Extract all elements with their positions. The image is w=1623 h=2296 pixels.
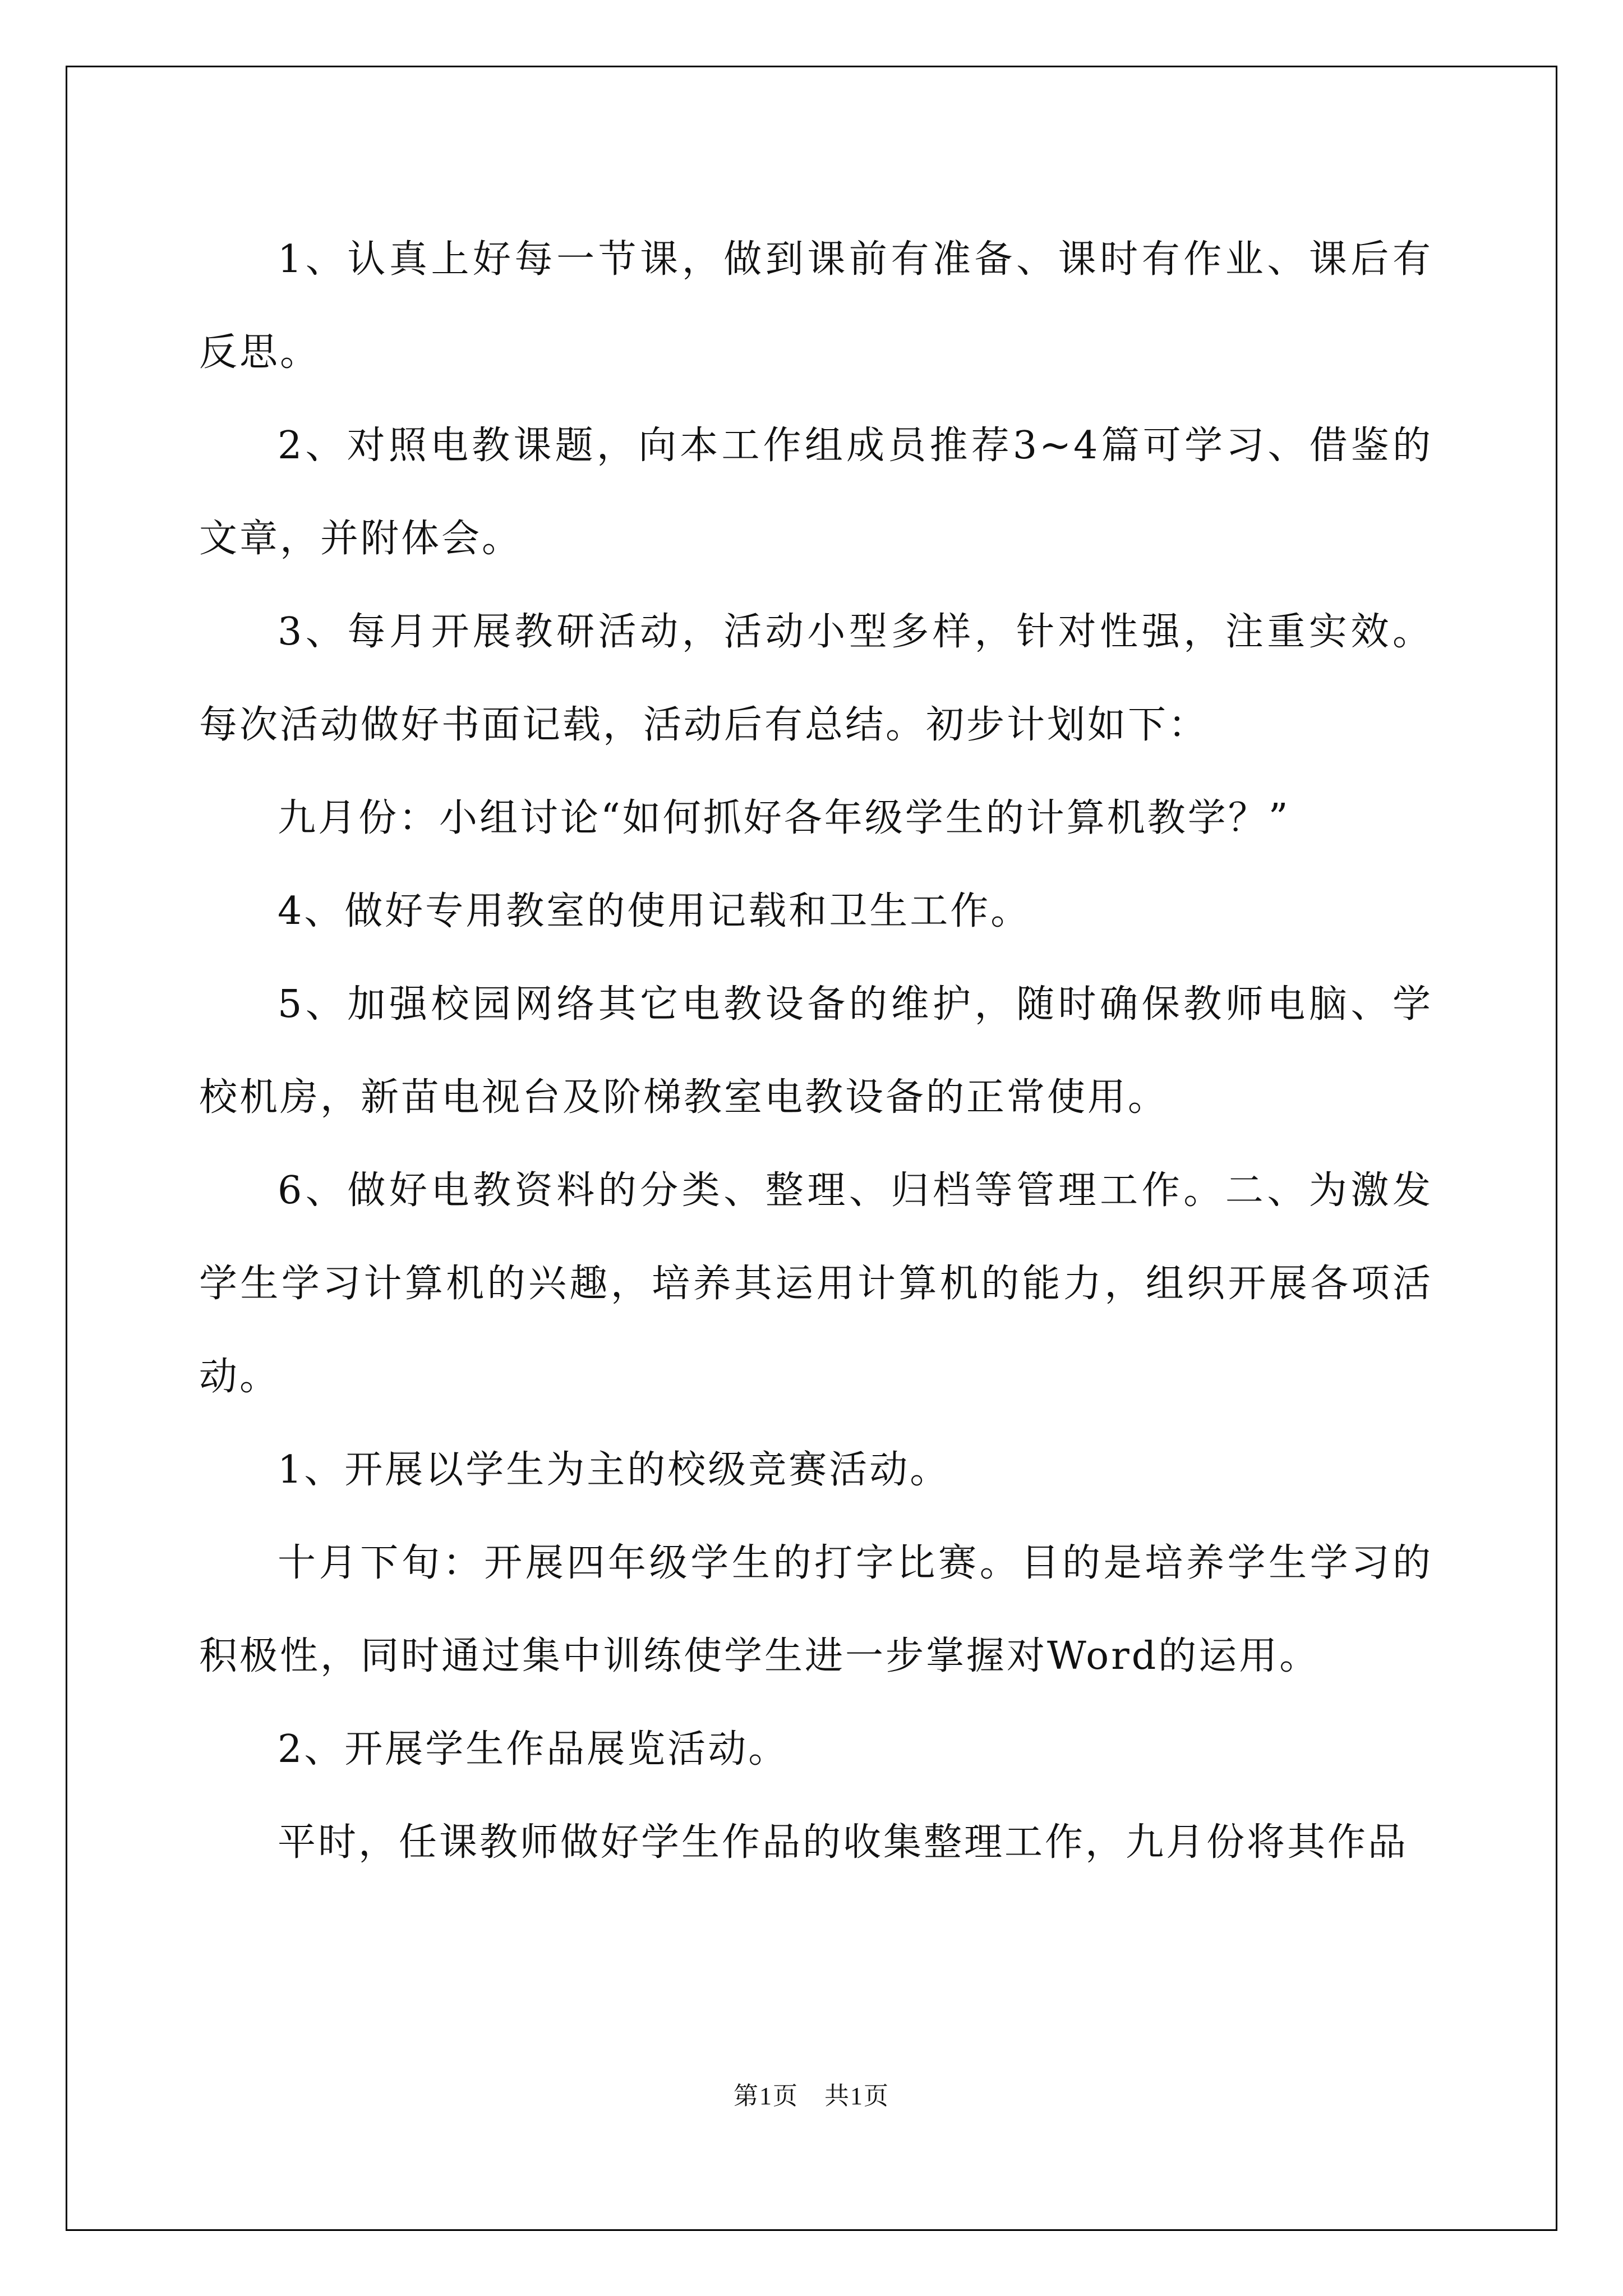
paragraph-3: 3、每月开展教研活动，活动小型多样，针对性强，注重实效。每次活动做好书面记载，活动后有总结。初步计划如下： <box>199 610 1433 747</box>
paragraph-9: 十月下旬：开展四年级学生的打字比赛。目的是培养学生学习的积极性，同时通过集中训练使学生进一步掌握对Word的运用。 <box>199 1541 1433 1678</box>
paragraph-5: 4、做好专用教室的使用记载和卫生工作。 <box>278 889 1031 933</box>
paragraph-1: 1、认真上好每一节课，做到课前有准备、课时有作业、课后有反思。 <box>199 237 1433 375</box>
page-footer: 第1页 共1页 <box>734 2082 889 2110</box>
paragraph-7: 6、做好电教资料的分类、整理、归档等管理工作。二、为激发学生学习计算机的兴趣，培养其运用计算机的能力，组织开展各项活动。 <box>199 1168 1433 1399</box>
document-body <box>199 213 1433 1889</box>
paragraph-2: 2、对照电教课题，向本工作组成员推荐3~4篇可学习、借鉴的文章，并附体会。 <box>199 424 1433 561</box>
paragraph-8: 1、开展以学生为主的校级竞赛活动。 <box>278 1448 951 1492</box>
paragraph-10: 2、开展学生作品展览活动。 <box>278 1727 789 1772</box>
paragraph-6: 5、加强校园网络其它电教设备的维护，随时确保教师电脑、学校机房，新苗电视台及阶梯教室电教设备的正常使用。 <box>199 982 1433 1120</box>
paragraph-4: 九月份：小组讨论“如何抓好各年级学生的计算机教学？” <box>278 796 1290 840</box>
paragraph-11: 平时，任课教师做好学生作品的收集整理工作，九月份将其作品 <box>278 1820 1409 1865</box>
